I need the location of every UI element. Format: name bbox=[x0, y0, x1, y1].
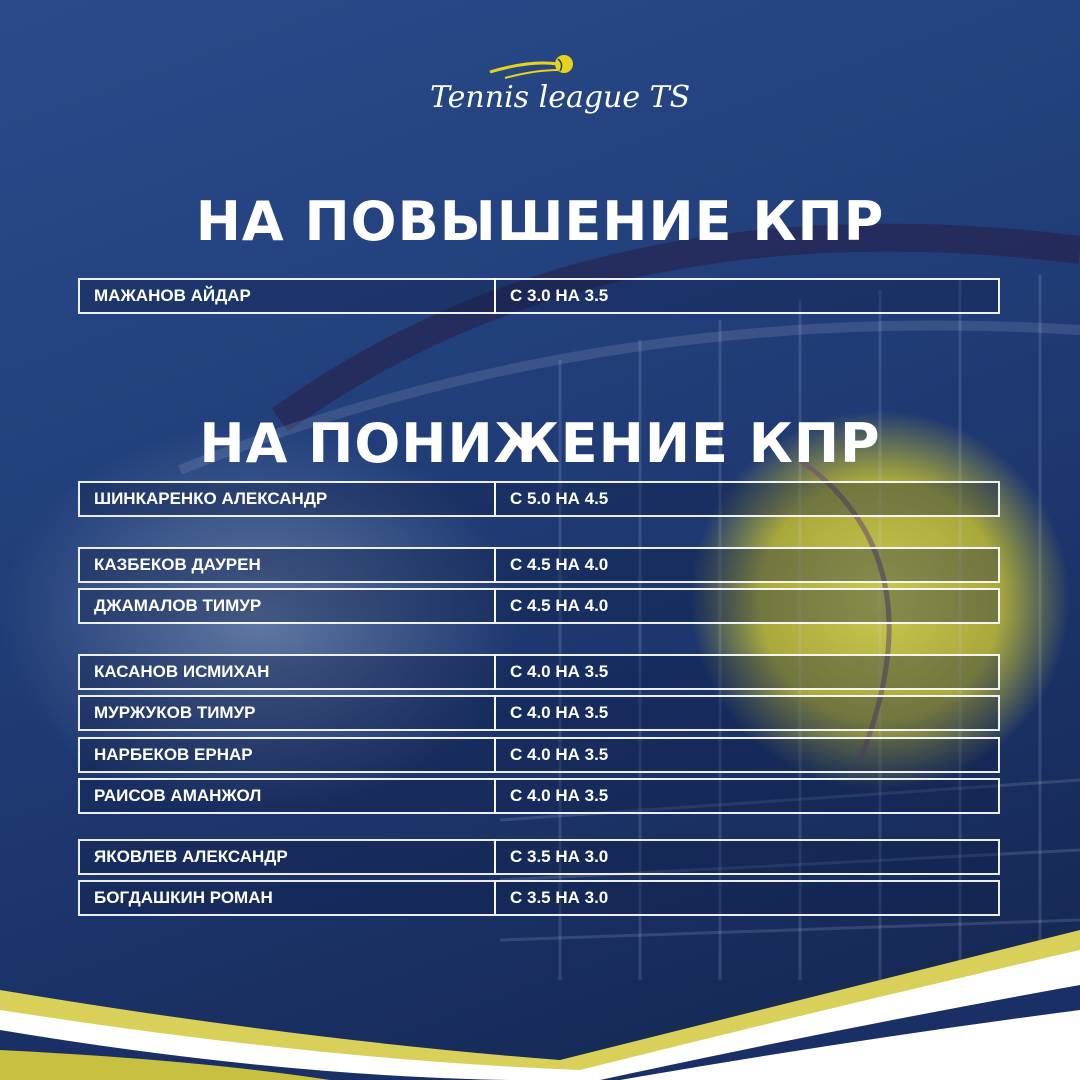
table-row bbox=[78, 880, 1000, 916]
table-row bbox=[78, 695, 1000, 731]
table-row bbox=[78, 588, 1000, 624]
table-row bbox=[78, 654, 1000, 690]
rating-change: С 3.5 НА 3.0 bbox=[494, 880, 1000, 916]
rating-change: С 4.0 НА 3.5 bbox=[494, 778, 1000, 814]
rating-change: С 4.5 НА 4.0 bbox=[494, 547, 1000, 583]
rating-change: С 4.0 НА 3.5 bbox=[494, 737, 1000, 773]
table-row bbox=[78, 278, 1000, 314]
table-row bbox=[78, 547, 1000, 583]
rating-change: С 4.0 НА 3.5 bbox=[494, 695, 1000, 731]
player-name: БОГДАШКИН РОМАН bbox=[78, 880, 496, 916]
player-name: НАРБЕКОВ ЕРНАР bbox=[78, 737, 496, 773]
player-name: МАЖАНОВ АЙДАР bbox=[78, 278, 496, 314]
table-row bbox=[78, 737, 1000, 773]
logo-text: Tennis league TS bbox=[430, 80, 691, 115]
player-name: ДЖАМАЛОВ ТИМУР bbox=[78, 588, 496, 624]
promotion-title: НА ПОВЫШЕНИЕ КПР bbox=[195, 190, 885, 253]
demotion-title: НА ПОНИЖЕНИЕ КПР bbox=[199, 412, 881, 475]
table-row bbox=[78, 778, 1000, 814]
player-name: КАСАНОВ ИСМИХАН bbox=[78, 654, 496, 690]
rating-change: С 5.0 НА 4.5 bbox=[494, 481, 1000, 517]
table-row bbox=[78, 481, 1000, 517]
rating-change: С 4.0 НА 3.5 bbox=[494, 654, 1000, 690]
rating-change: С 3.0 НА 3.5 bbox=[494, 278, 1000, 314]
player-name: КАЗБЕКОВ ДАУРЕН bbox=[78, 547, 496, 583]
player-name: МУРЖУКОВ ТИМУР bbox=[78, 695, 496, 731]
player-name: РАИСОВ АМАНЖОЛ bbox=[78, 778, 496, 814]
rating-change: С 3.5 НА 3.0 bbox=[494, 839, 1000, 875]
player-name: ШИНКАРЕНКО АЛЕКСАНДР bbox=[78, 481, 496, 517]
logo bbox=[400, 50, 691, 140]
table-row bbox=[78, 839, 1000, 875]
player-name: ЯКОВЛЕВ АЛЕКСАНДР bbox=[78, 839, 496, 875]
rating-change: С 4.5 НА 4.0 bbox=[494, 588, 1000, 624]
